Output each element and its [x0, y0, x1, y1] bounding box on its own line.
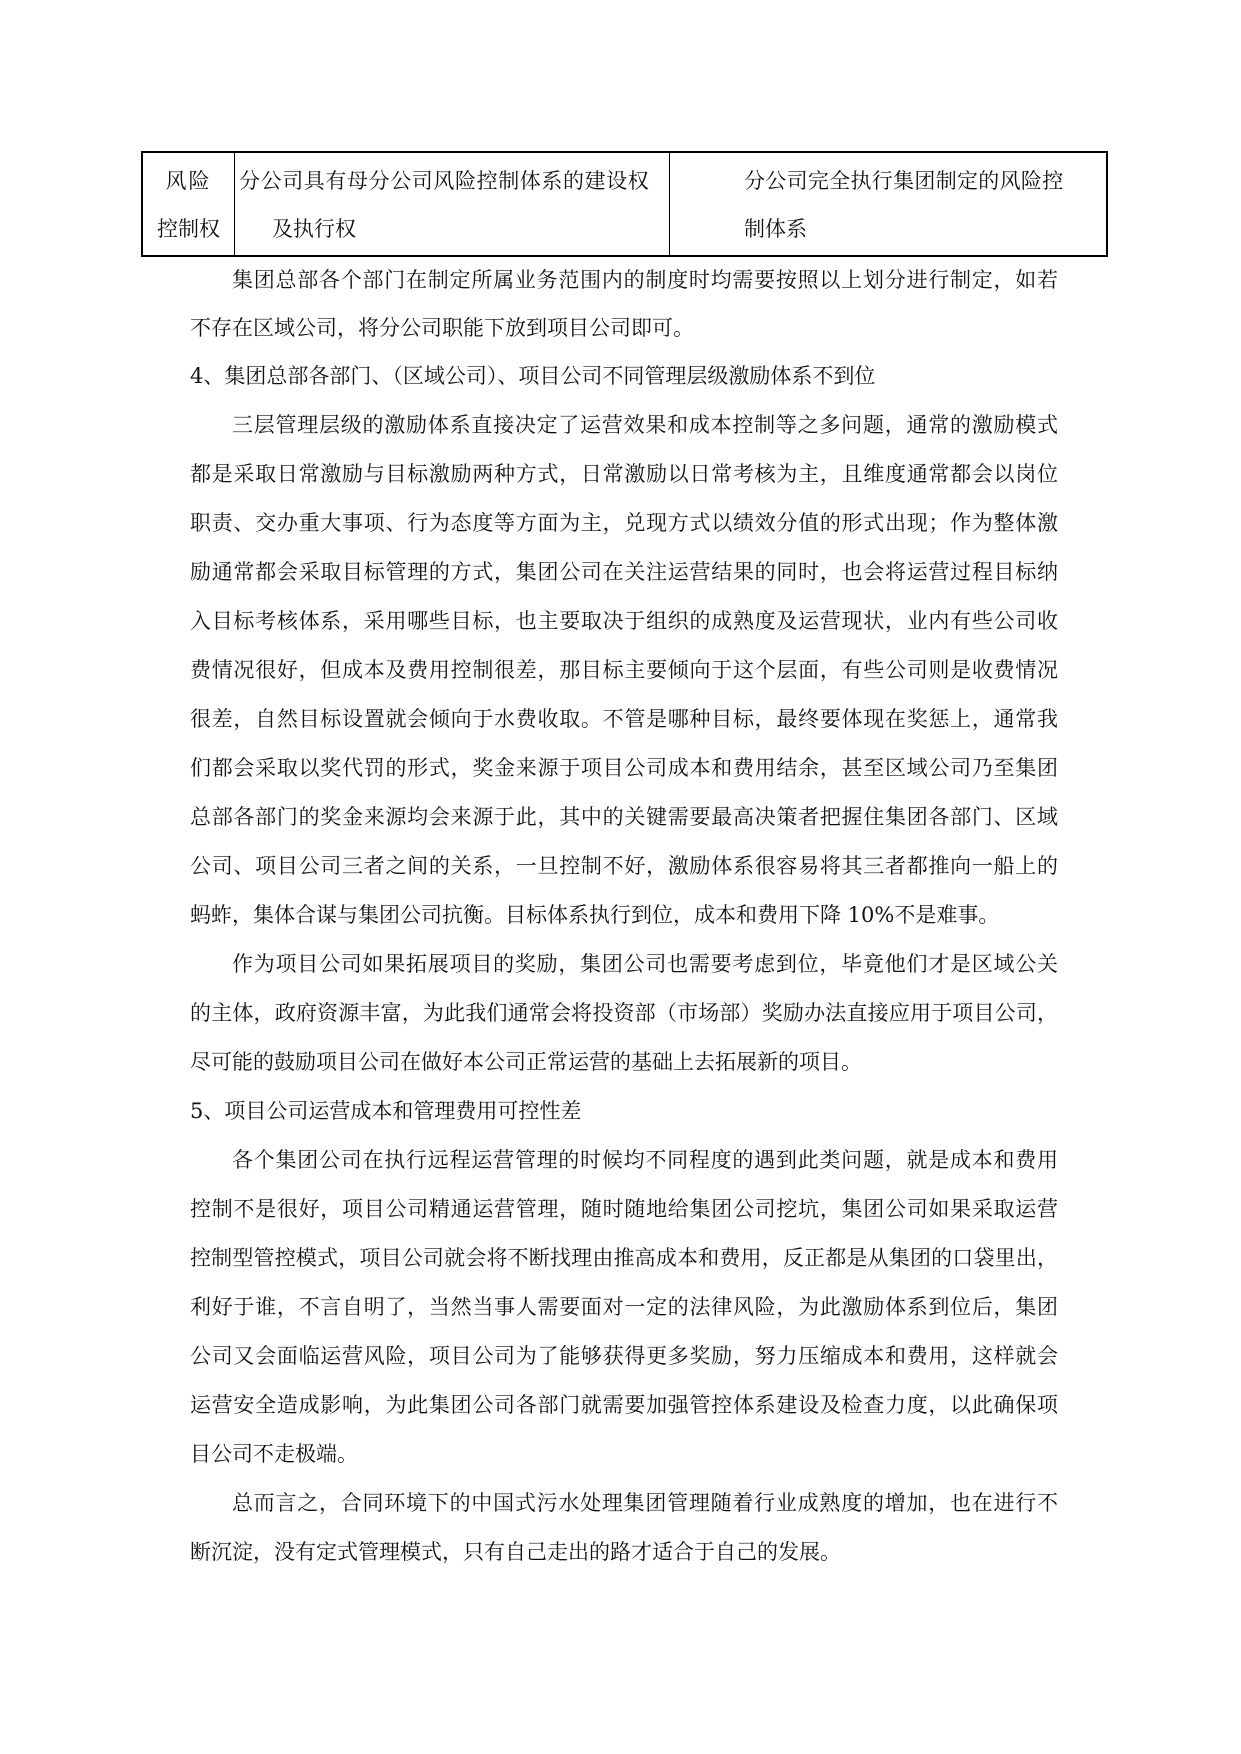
table-cell-text: 制体系 [744, 217, 807, 241]
table-cell-text: 分公司完全执行集团制定的风险控 [744, 169, 1064, 193]
paragraph-line: 励通常都会采取目标管理的方式，集团公司在关注运营结果的同时，也会将运营过程目标纳 [190, 560, 1058, 584]
paragraph-line: 们都会采取以奖代罚的形式，奖金来源于项目公司成本和费用结余，甚至区域公司乃至集团 [190, 756, 1058, 780]
paragraph-line: 入目标考核体系，采用哪些目标，也主要取决于组织的成熟度及运营现状，业内有些公司收 [190, 609, 1058, 633]
table-cell-text: 及执行权 [272, 217, 356, 241]
table-cell-category [143, 153, 235, 255]
paragraph-line: 的主体，政府资源丰富，为此我们通常会将投资部（市场部）奖励办法直接应用于项目公司， [190, 1001, 1058, 1025]
paragraph-line: 公司又会面临运营风险，项目公司为了能够获得更多奖励，努力压缩成本和费用，这样就会 [190, 1344, 1058, 1368]
section-heading: 4、集团总部各部门、（区域公司）、项目公司不同管理层级激励体系不到位 [190, 364, 876, 388]
paragraph-line: 很差，自然目标设置就会倾向于水费收取。不管是哪种目标，最终要体现在奖惩上，通常我 [190, 707, 1058, 731]
paragraph-line: 控制型管控模式，项目公司就会将不断找理由推高成本和费用，反正都是从集团的口袋里出， [190, 1246, 1058, 1270]
paragraph-line: 三层管理层级的激励体系直接决定了运营效果和成本控制等之多问题，通常的激励模式 [232, 413, 1058, 437]
paragraph-line: 断沉淀，没有定式管理模式，只有自己走出的路才适合于自己的发展。 [190, 1540, 841, 1564]
paragraph-line: 费情况很好，但成本及费用控制很差，那目标主要倾向于这个层面，有些公司则是收费情况 [190, 658, 1058, 682]
risk-control-table [141, 151, 1108, 257]
paragraph-line: 公司、项目公司三者之间的关系，一旦控制不好，激励体系很容易将其三者都推向一船上的 [190, 854, 1058, 878]
table-cell-text: 控制权 [157, 217, 220, 241]
paragraph-line: 蚂蚱，集体合谋与集团公司抗衡。目标体系执行到位，成本和费用下降 10%不是难事。 [190, 903, 1000, 927]
paragraph-line: 都是采取日常激励与目标激励两种方式，日常激励以日常考核为主，且维度通常都会以岗位 [190, 462, 1058, 486]
table-cell-text: 分公司具有母分公司风险控制体系的建设权 [239, 169, 650, 193]
paragraph-line: 利好于谁，不言自明了，当然当事人需要面对一定的法律风险，为此激励体系到位后，集团 [190, 1295, 1058, 1319]
paragraph-line: 总而言之，合同环境下的中国式污水处理集团管理随着行业成熟度的增加，也在进行不 [232, 1491, 1058, 1515]
paragraph-line: 作为项目公司如果拓展项目的奖励，集团公司也需要考虑到位，毕竟他们才是区域公关 [232, 952, 1058, 976]
paragraph-line: 不存在区域公司，将分公司职能下放到项目公司即可。 [190, 316, 694, 340]
paragraph-line: 运营安全造成影响，为此集团公司各部门就需要加强管控体系建设及检查力度，以此确保项 [190, 1393, 1058, 1417]
table-cell-text: 风险 [165, 169, 212, 193]
paragraph-line: 职责、交办重大事项、行为态度等方面为主，兑现方式以绩效分值的形式出现；作为整体激 [190, 511, 1058, 535]
paragraph-line: 控制不是很好，项目公司精通运营管理，随时随地给集团公司挖坑，集团公司如果采取运营 [190, 1197, 1058, 1221]
paragraph-line: 尽可能的鼓励项目公司在做好本公司正常运营的基础上去拓展新的项目。 [190, 1050, 862, 1074]
table-cell-subsidiary [670, 153, 1106, 255]
paragraph-line: 总部各部门的奖金来源均会来源于此，其中的关键需要最高决策者把握住集团各部门、区域 [190, 805, 1058, 829]
section-heading: 5、项目公司运营成本和管理费用可控性差 [190, 1099, 582, 1123]
paragraph-line: 目公司不走极端。 [190, 1442, 358, 1466]
paragraph-line: 集团总部各个部门在制定所属业务范围内的制度时均需要按照以上划分进行制定，如若 [232, 268, 1058, 292]
paragraph-line: 各个集团公司在执行远程运营管理的时候均不同程度的遇到此类问题，就是成本和费用 [232, 1148, 1058, 1172]
table-cell-branch [235, 153, 670, 255]
